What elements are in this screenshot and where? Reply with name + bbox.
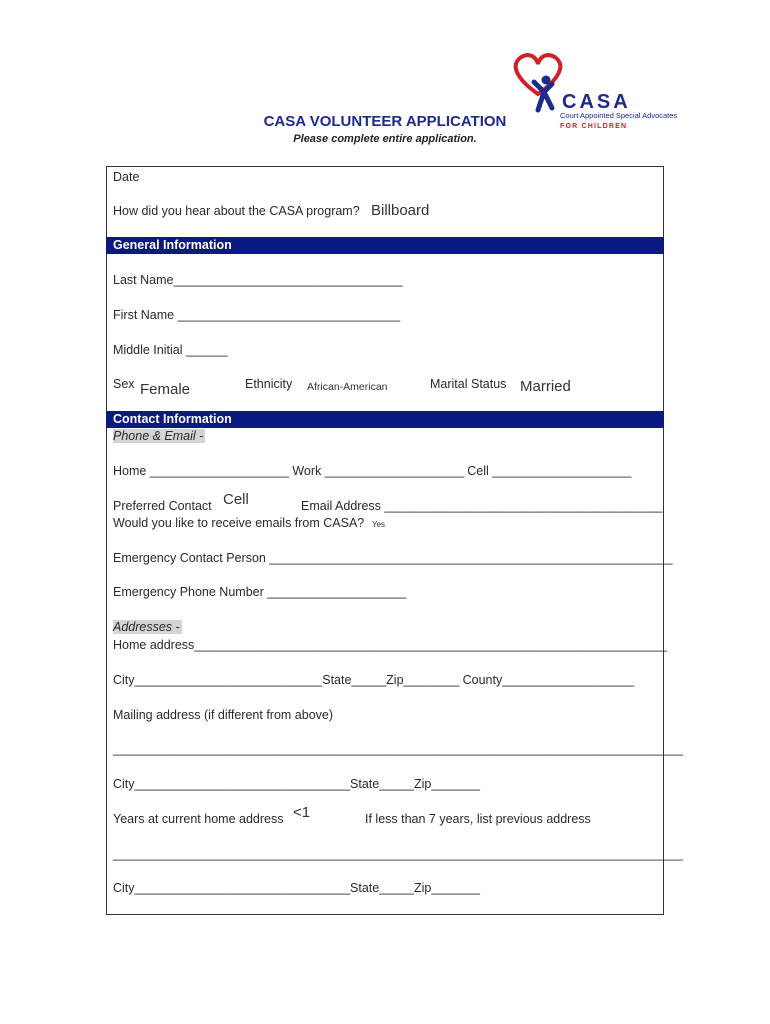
preferred-contact-value[interactable]: Cell [223,491,249,508]
receive-emails-value[interactable]: Yes [372,520,386,529]
first-name-field[interactable]: First Name ________________________________ [113,308,401,322]
emergency-contact-person-field[interactable]: Emergency Contact Person __________________________________________________________ [113,551,673,565]
date-label: Date [113,170,140,184]
phone-email-heading: Phone & Email - [113,429,204,443]
sex-label: Sex [113,377,135,391]
previous-city-state-zip-field[interactable]: City_______________________________State_____Zip_______ [113,881,481,895]
page-title: CASA VOLUNTEER APPLICATION [263,113,507,130]
less-than-seven-years-label: If less than 7 years, list previous address [365,812,591,826]
marital-status-label: Marital Status [430,377,507,391]
hear-about-value[interactable]: Billboard [371,202,430,219]
email-address-field[interactable]: Email Address ________________________________________ [301,499,663,513]
contact-information-bar: Contact Information [106,411,664,428]
marital-status-value[interactable]: Married [520,378,571,395]
middle-initial-field[interactable]: Middle Initial ______ [113,343,228,357]
ethnicity-label: Ethnicity [245,377,293,391]
years-at-address-value[interactable]: <1 [293,804,311,821]
page-subtitle: Please complete entire application. [293,133,477,145]
logo-name: CASA [562,91,631,113]
mailing-address-label: Mailing address (if different from above) [113,708,334,722]
previous-address-field[interactable]: __________________________________________________________________________________ [113,847,684,861]
phone-numbers-fields[interactable]: Home ____________________ Work ____________________ Cell ____________________ [113,464,632,478]
addresses-heading: Addresses - [113,620,180,634]
mailing-city-state-zip-field[interactable]: City_______________________________State_____Zip_______ [113,777,481,791]
ethnicity-value[interactable]: African-American [307,381,388,393]
hear-about-label: How did you hear about the CASA program? [113,204,360,218]
mailing-address-field[interactable]: __________________________________________________________________________________ [113,742,684,756]
sex-value[interactable]: Female [140,381,191,398]
years-at-address-label: Years at current home address [113,812,284,826]
receive-emails-label: Would you like to receive emails from CASA? [113,516,365,530]
city-state-zip-county-field[interactable]: City___________________________State_____Zip________ County___________________ [113,673,635,687]
logo-tagline: Court Appointed Special Advocates [560,111,678,120]
logo-for-children: FOR CHILDREN [560,123,628,130]
emergency-phone-number-field[interactable]: Emergency Phone Number ____________________ [113,585,407,599]
general-information-bar: General Information [106,237,664,254]
home-address-field[interactable]: Home address____________________________________________________________________ [113,638,668,652]
last-name-field[interactable]: Last Name_________________________________ [113,273,403,287]
preferred-contact-label: Preferred Contact [113,499,212,513]
